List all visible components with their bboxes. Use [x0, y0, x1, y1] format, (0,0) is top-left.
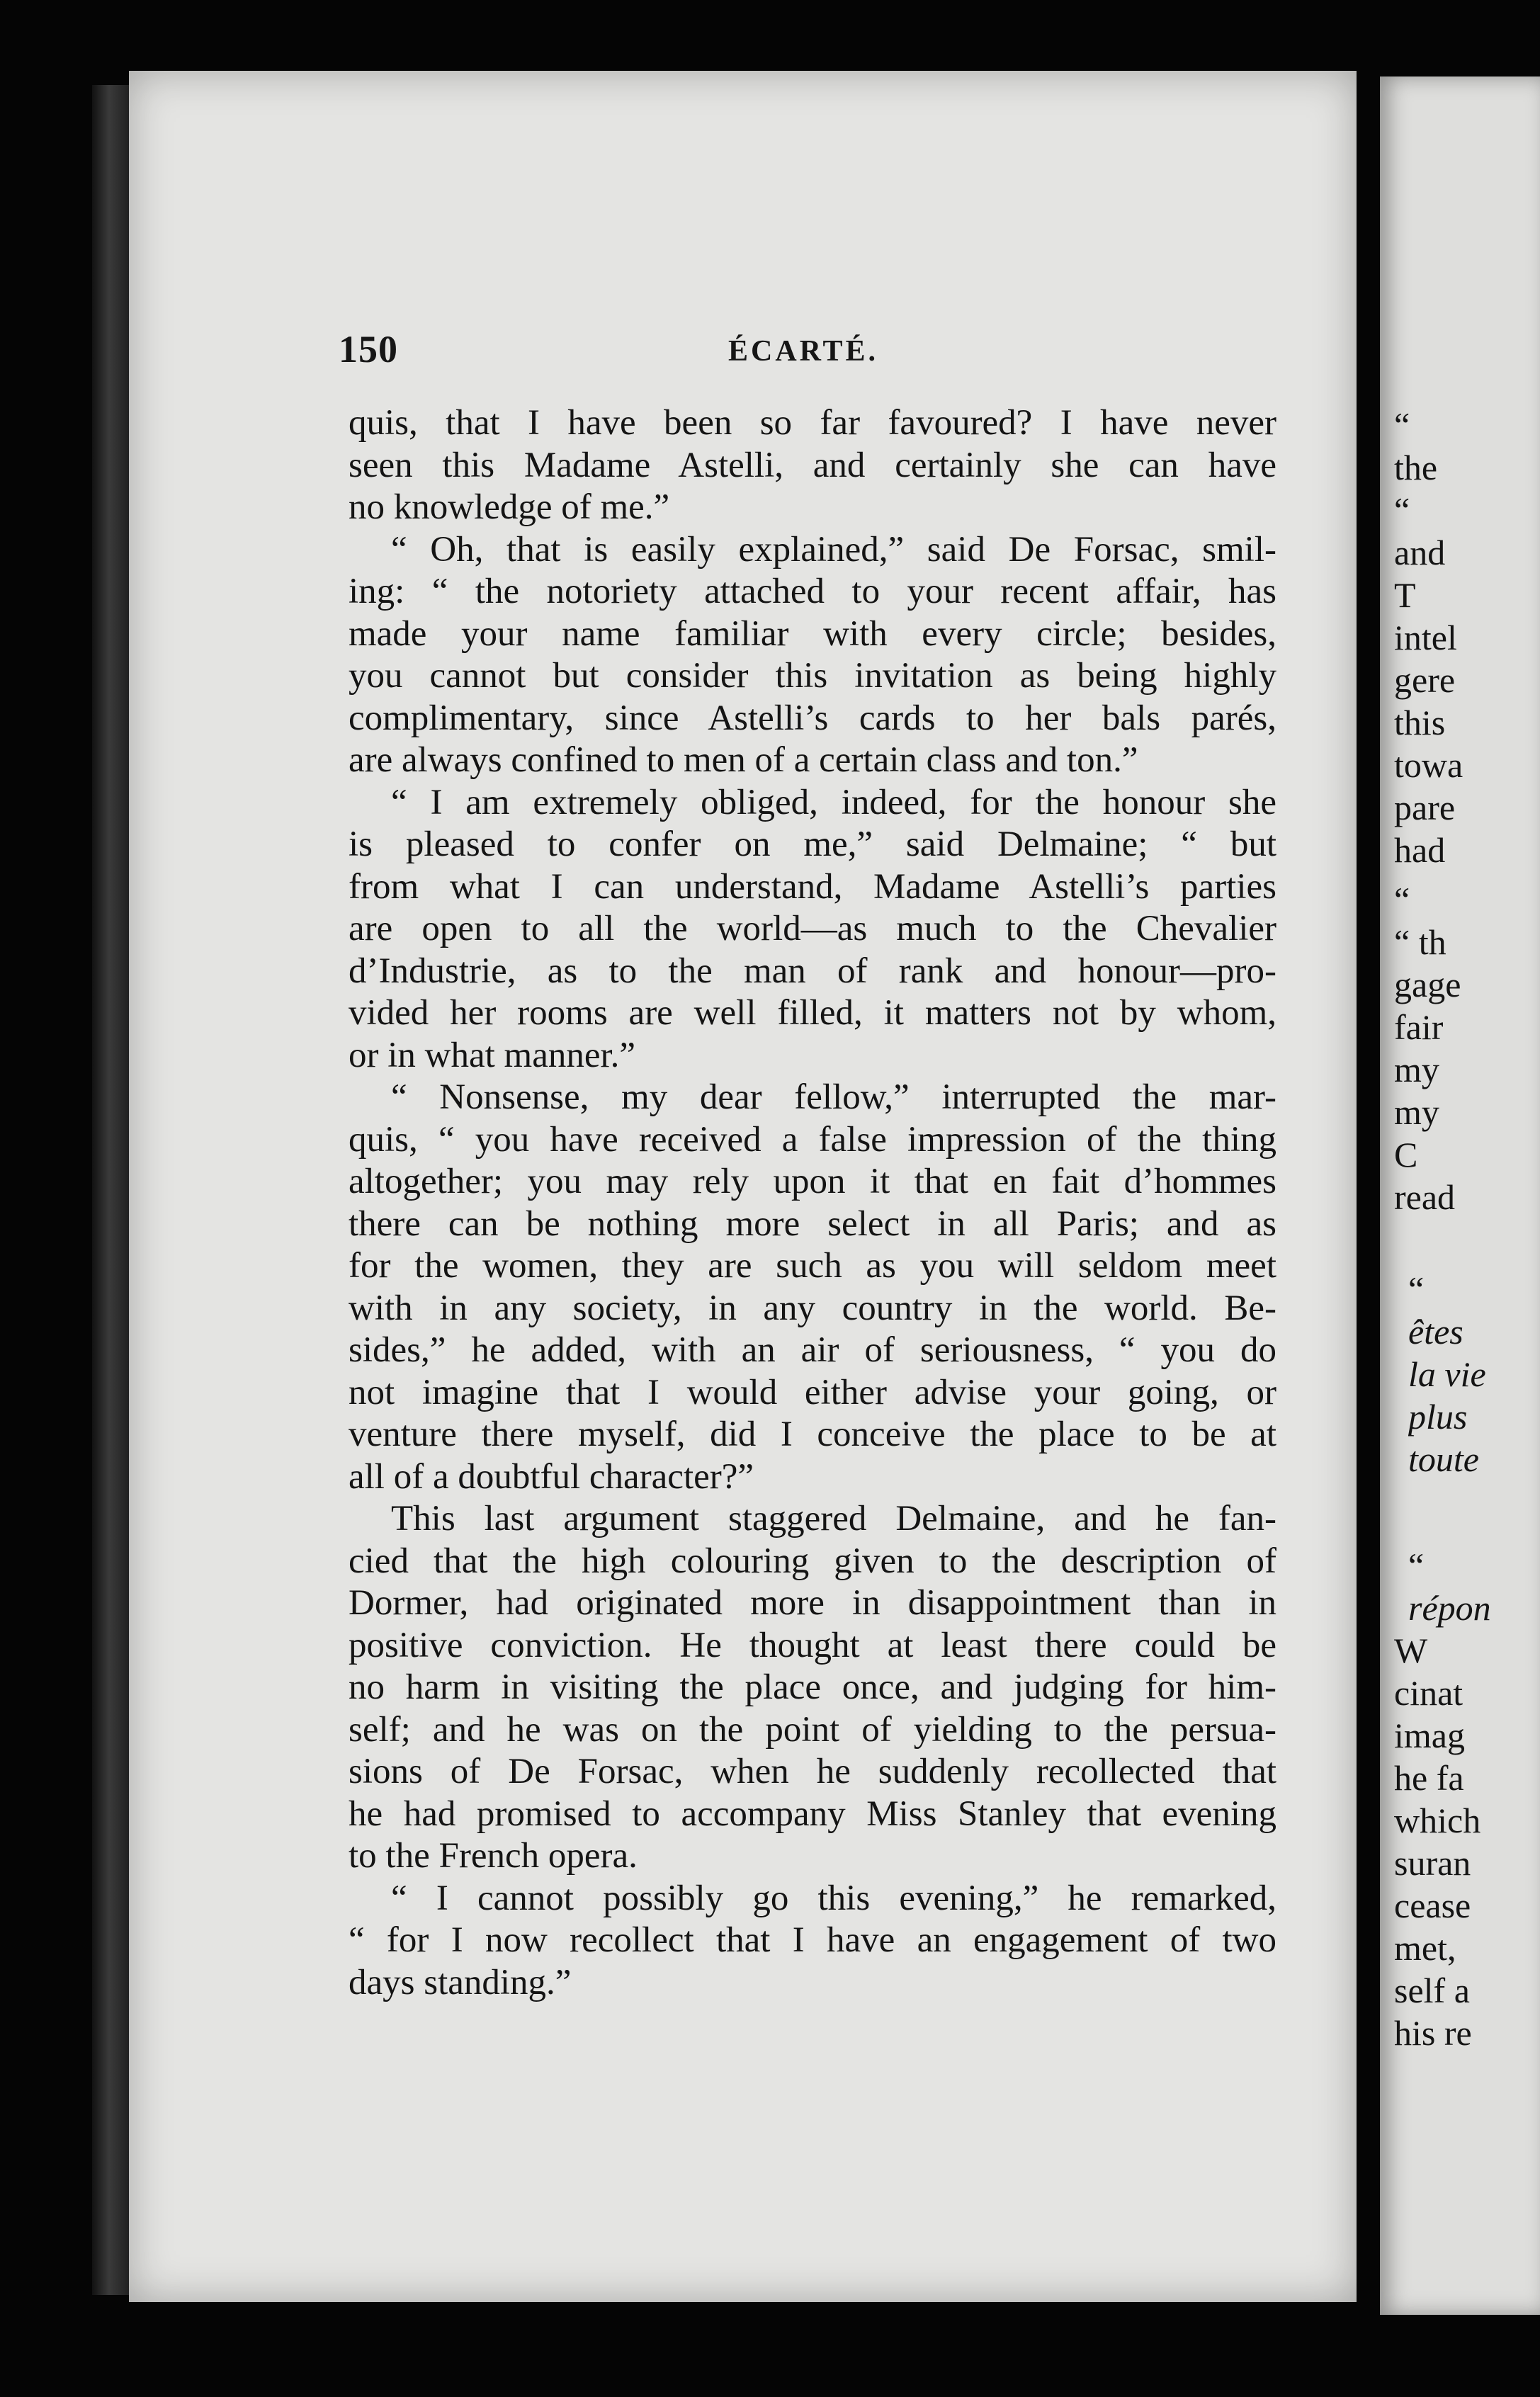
text-line: are open to all the world—as much to the Chevalier: [349, 909, 1276, 948]
text-line: “ I cannot possibly go this evening,” he remarked,: [391, 1878, 1276, 1918]
text-line: are always confined to men of a certain class and ton.”: [349, 740, 1138, 780]
text-line: from what I can understand, Madame Astelli’s parties: [349, 866, 1276, 907]
text-line: with in any society, in any country in the world. Be-: [349, 1288, 1276, 1328]
text-line: sions of De Forsac, when he suddenly recollected that: [349, 1752, 1276, 1791]
facing-page-line: intel: [1394, 618, 1457, 657]
text-line: altogether; you may rely upon it that en fait d’hommes: [349, 1162, 1276, 1201]
facing-page-line: toute: [1408, 1439, 1479, 1479]
text-line: “ Oh, that is easily explained,” said De Forsac, smil-: [391, 529, 1276, 570]
facing-page-line: W: [1394, 1631, 1428, 1670]
text-line: is pleased to confer on me,” said Delmaine; “ but: [349, 824, 1276, 864]
text-line: quis, that I have been so far favoured? I have never: [349, 403, 1276, 443]
text-line: quis, “ you have received a false impression of the thing: [349, 1119, 1276, 1160]
text-line: or in what manner.”: [349, 1035, 636, 1075]
facing-page-fragment: [1380, 76, 1540, 2315]
text-line: Dormer, had originated more in disappointment than in: [349, 1583, 1276, 1623]
facing-page-line: T: [1394, 575, 1416, 615]
facing-page-line: pare: [1394, 788, 1456, 827]
facing-page-line: êtes: [1408, 1312, 1463, 1352]
text-line: “ Nonsense, my dear fellow,” interrupted the mar-: [391, 1077, 1276, 1117]
facing-page-line: my: [1394, 1092, 1439, 1132]
text-line: days standing.”: [349, 1962, 572, 2002]
facing-page-line: this: [1394, 703, 1446, 742]
page-header: [339, 327, 1274, 377]
page-gutter-shadow: [92, 85, 135, 2295]
text-line: seen this Madame Astelli, and certainly she can have: [349, 445, 1276, 485]
facing-page-line: C: [1394, 1135, 1418, 1174]
facing-page-line: his re: [1394, 2013, 1472, 2053]
facing-page-line: towa: [1394, 745, 1463, 785]
facing-page-line: self a: [1394, 1971, 1470, 2010]
text-line: there can be nothing more select in all Paris; and as: [349, 1203, 1276, 1244]
facing-page-line: which: [1394, 1801, 1481, 1840]
facing-page-line: “: [1394, 405, 1410, 445]
text-line: made your name familiar with every circle; besides,: [349, 613, 1276, 654]
text-line: for the women, they are such as you will seldom meet: [349, 1246, 1276, 1286]
text-line: vided her rooms are well filled, it matters not by whom,: [349, 993, 1276, 1033]
facing-page-line: met,: [1394, 1928, 1456, 1968]
facing-page-line: gere: [1394, 660, 1456, 700]
facing-page-line: “: [1408, 1546, 1425, 1585]
text-line: venture there myself, did I conceive the place to be at: [349, 1415, 1276, 1454]
text-line: you cannot but consider this invitation as being highly: [349, 656, 1276, 696]
facing-page-line: imag: [1394, 1716, 1465, 1755]
facing-page-line: la vie: [1408, 1354, 1486, 1394]
text-line: d’Industrie, as to the man of rank and honour—pro-: [349, 951, 1276, 991]
facing-page-line: my: [1394, 1050, 1439, 1089]
facing-page-line: plus: [1408, 1397, 1468, 1436]
text-line: to the French opera.: [349, 1836, 638, 1876]
facing-page-line: had: [1394, 830, 1446, 870]
text-line: “ for I now recollect that I have an engagement of two: [349, 1920, 1276, 1960]
facing-page-line: and: [1394, 533, 1446, 572]
text-line: not imagine that I would either advise your going, or: [349, 1372, 1276, 1412]
facing-page-line: cinat: [1394, 1673, 1463, 1713]
facing-page-line: “: [1408, 1269, 1425, 1309]
facing-page-line: répon: [1408, 1588, 1491, 1628]
running-head: ÉCARTÉ.: [728, 335, 879, 368]
text-line: ing: “ the notoriety attached to your recent affair, has: [349, 572, 1276, 611]
facing-page-line: “ th: [1394, 922, 1446, 962]
facing-page-line: fair: [1394, 1007, 1444, 1047]
facing-page-line: the: [1394, 448, 1438, 487]
facing-page-line: “: [1394, 490, 1410, 530]
text-line: cied that the high colouring given to the description of: [349, 1541, 1276, 1581]
text-line: positive conviction. He thought at least there could be: [349, 1625, 1276, 1665]
facing-page-line: read: [1394, 1177, 1456, 1217]
page-number: 150: [339, 328, 398, 370]
facing-page-line: cease: [1394, 1886, 1471, 1925]
text-line: “ I am extremely obliged, indeed, for the honour she: [391, 782, 1276, 822]
facing-page-line: gage: [1394, 965, 1461, 1004]
text-line: sides,” he added, with an air of seriousness, “ you do: [349, 1330, 1276, 1370]
text-line: he had promised to accompany Miss Stanley that evening: [349, 1794, 1276, 1834]
text-line: self; and he was on the point of yielding to the persua-: [349, 1709, 1276, 1750]
text-line: This last argument staggered Delmaine, and he fan-: [391, 1499, 1276, 1538]
facing-page-line: he fa: [1394, 1758, 1464, 1798]
facing-page-line: suran: [1394, 1843, 1471, 1883]
text-line: complimentary, since Astelli’s cards to her bals parés,: [349, 698, 1276, 738]
text-line: no knowledge of me.”: [349, 487, 670, 527]
body-text: [349, 402, 1276, 2004]
text-line: all of a doubtful character?”: [349, 1456, 754, 1497]
facing-page-line: “: [1394, 880, 1410, 919]
text-line: no harm in visiting the place once, and judging for him-: [349, 1667, 1276, 1707]
